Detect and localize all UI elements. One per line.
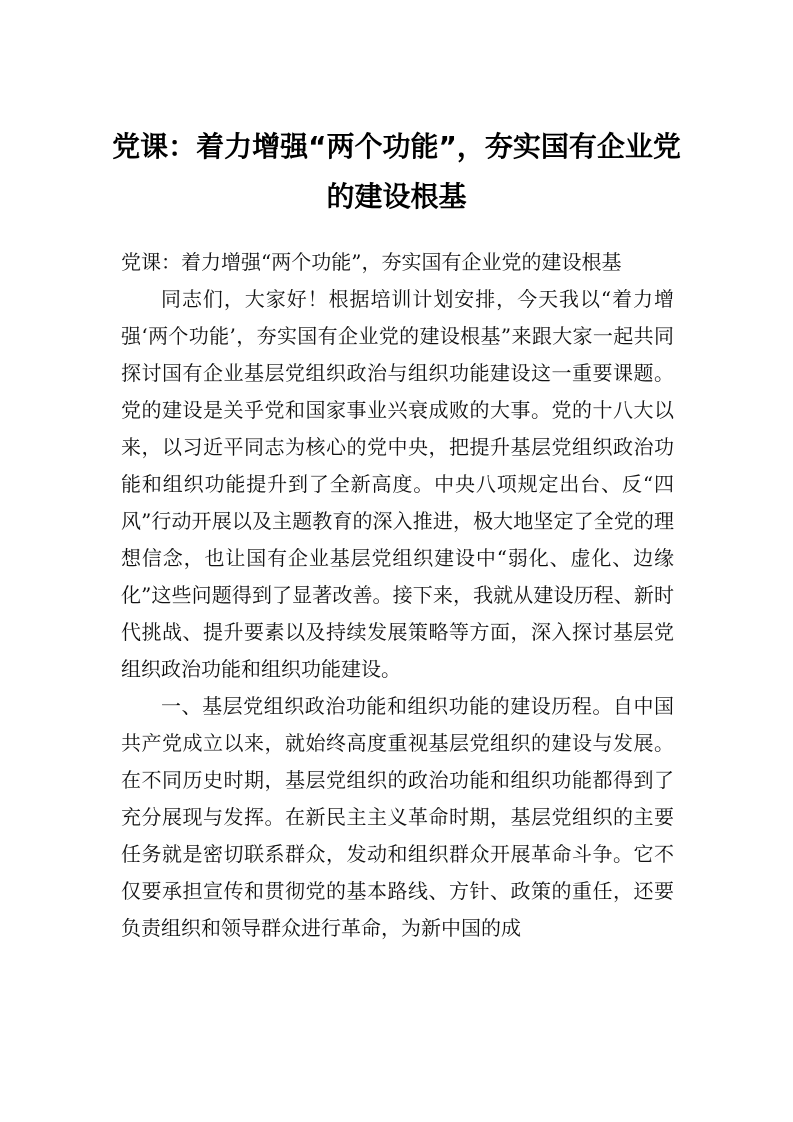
document-body bbox=[121, 244, 674, 947]
title-repeat-line: 党课：着力增强“两个功能”，夯实国有企业党的建设根基 bbox=[121, 250, 622, 274]
paragraph-intro: 同志们，大家好！根据培训计划安排，今天我以“着力增强‘两个功能’，夯实国有企业党的建设根基”来跟大家一起共同探讨国有企业基层党组织政治与组织功能建设这一重要课题。党的建设是关乎党和国家事业兴衰成败的大事。党的十八大以来，以习近平同志为核心的党中央，把提升基层党组织政治功能和组织功能提升到了全新高度。中央八项规定出台、反“四风”行动开展以及主题教育的深入推进，极大地坚定了全党的理想信念，也让国有企业基层党组织建设中“弱化、虚化、边缘化”这些问题得到了显著改善。接下来，我就从建设历程、新时代挑战、提升要素以及持续发展策略等方面，深入探讨基层党组织政治功能和组织功能建设。 bbox=[121, 287, 674, 681]
paragraph-section-one: 一、基层党组织政治功能和组织功能的建设历程。自中国共产党成立以来，就始终高度重视基层党组织的建设与发展。在不同历史时期，基层党组织的政治功能和组织功能都得到了充分展现与发挥。在新民主主义革命时期，基层党组织的主要任务就是密切联系群众，发动和组织群众开展革命斗争。它不仅要承担宣传和贯彻党的基本路线、方针、政策的重任，还要负责组织和领导群众进行革命，为新中国的成 bbox=[121, 694, 674, 940]
document-title: 党课：着力增强“两个功能”，夯实国有企业党的建设根基 bbox=[112, 130, 681, 213]
